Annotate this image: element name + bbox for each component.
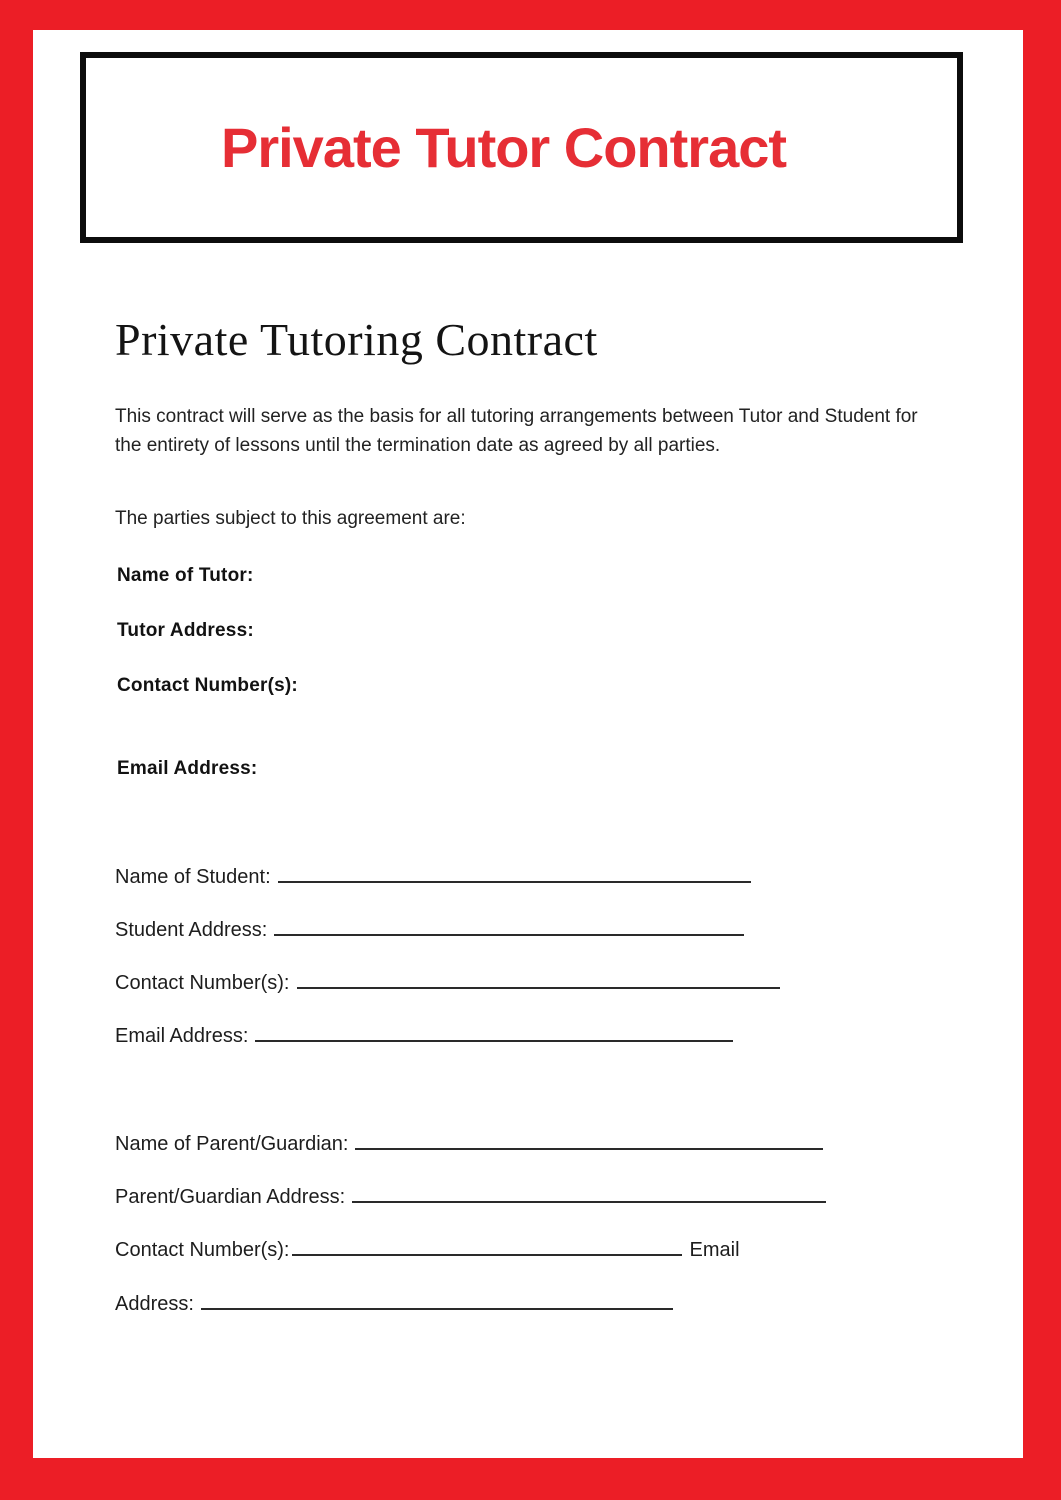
student-email-label: Email Address: [115,1025,249,1047]
contract-page [33,30,1023,1458]
parties-line: The parties subject to this agreement are: [115,508,466,529]
guardian-address-label: Parent/Guardian Address: [115,1186,346,1208]
guardian-contact-row [115,1236,740,1262]
guardian-address-blank[interactable] [352,1183,826,1203]
student-address-blank[interactable] [274,916,744,936]
guardian-name-label: Name of Parent/Guardian: [115,1133,349,1155]
student-contact-label: Contact Number(s): [115,972,290,994]
document-heading: Private Tutoring Contract [115,314,598,365]
guardian-name-blank[interactable] [355,1130,823,1150]
student-address-label: Student Address: [115,919,268,941]
student-contact-row [115,969,780,995]
guardian-name-row [115,1130,823,1156]
tutor-contact-label: Contact Number(s): [117,675,298,696]
banner-title: Private Tutor Contract [220,116,787,179]
student-contact-blank[interactable] [297,969,780,989]
student-name-row [115,863,751,889]
banner-box [80,52,963,243]
tutor-name-label: Name of Tutor: [117,565,254,586]
guardian-email-label-part2: Address: [115,1293,194,1315]
student-name-label: Name of Student: [115,866,271,888]
intro-paragraph: This contract will serve as the basis for all tutoring arrangements between Tutor and Student for the entirety of lessons until the termination date as agreed by all parties. [115,406,918,456]
guardian-address-row [115,1183,826,1209]
guardian-contact-label: Contact Number(s): [115,1239,290,1261]
guardian-email-row [115,1290,673,1316]
student-name-blank[interactable] [278,863,751,883]
student-email-blank[interactable] [255,1022,733,1042]
tutor-address-label: Tutor Address: [117,620,254,641]
guardian-contact-blank[interactable] [292,1236,682,1256]
guardian-email-label-part1: Email [689,1239,740,1261]
student-address-row [115,916,744,942]
tutor-email-label: Email Address: [117,758,258,779]
student-email-row [115,1022,733,1048]
guardian-email-blank[interactable] [201,1290,673,1310]
